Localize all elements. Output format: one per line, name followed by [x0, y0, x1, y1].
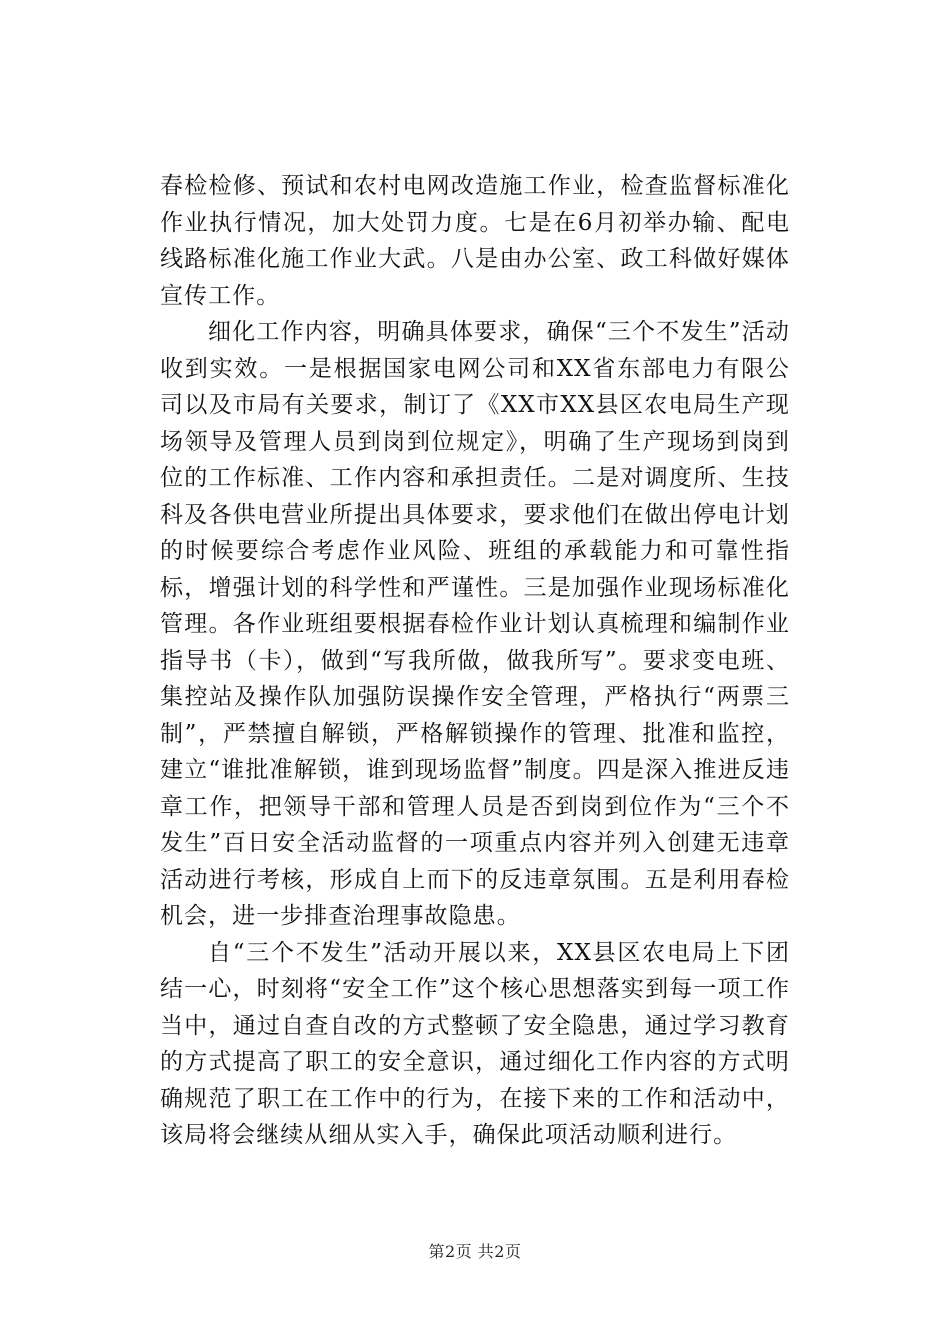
page-footer: 第2页 共2页: [428, 1242, 522, 1261]
paragraph-2: 细化工作内容，明确具体要求，确保“三个不发生”活动收到实效。一是根据国家电网公司和XX省东部电力有限公司以及市局有关要求，制订了《XX市XX县区农电局生产现场领导及管理人员到岗到位规定》，明确了生产现场到岗到位的工作标准、工作内容和承担责任。二是对调度所、生技科及各供电营业所提出具体要求，要求他们在做出停电计划的时候要综合考虑作业风险、班组的承载能力和可靠性指标，增强计划的科学性和严谨性。三是加强作业现场标准化管理。各作业班组要根据春检作业计划认真梳理和编制作业指导书（卡），做到“写我所做，做我所写”。要求变电班、集控站及操作队加强防误操作安全管理，严格执行“两票三制”，严禁擅自解锁，严格解锁操作的管理、批准和监控，建立“谁批准解锁，谁到现场监督”制度。四是深入推进反违章工作，把领导干部和管理人员是否到岗到位作为“三个不发生”百日安全活动监督的一项重点内容并列入创建无违章活动进行考核，形成自上而下的反违章氛围。五是利用春检机会，进一步排查治理事故隐患。: [160, 319, 790, 929]
document-body: [160, 168, 790, 1154]
paragraph-3: 自“三个不发生”活动开展以来，XX县区农电局上下团结一心，时刻将“安全工作”这个核心思想落实到每一项工作当中，通过自查自改的方式整顿了安全隐患，通过学习教育的方式提高了职工的安全意识，通过细化工作内容的方式明确规范了职工在工作中的行为，在接下来的工作和活动中，该局将会继续从细从实入手，确保此项活动顺利进行。: [160, 939, 790, 1148]
paragraph-1: 春检检修、预试和农村电网改造施工作业，检查监督标准化作业执行情况，加大处罚力度。七是在6月初举办输、配电线路标准化施工作业大武。八是由办公室、政工科做好媒体宣传工作。: [160, 173, 790, 309]
